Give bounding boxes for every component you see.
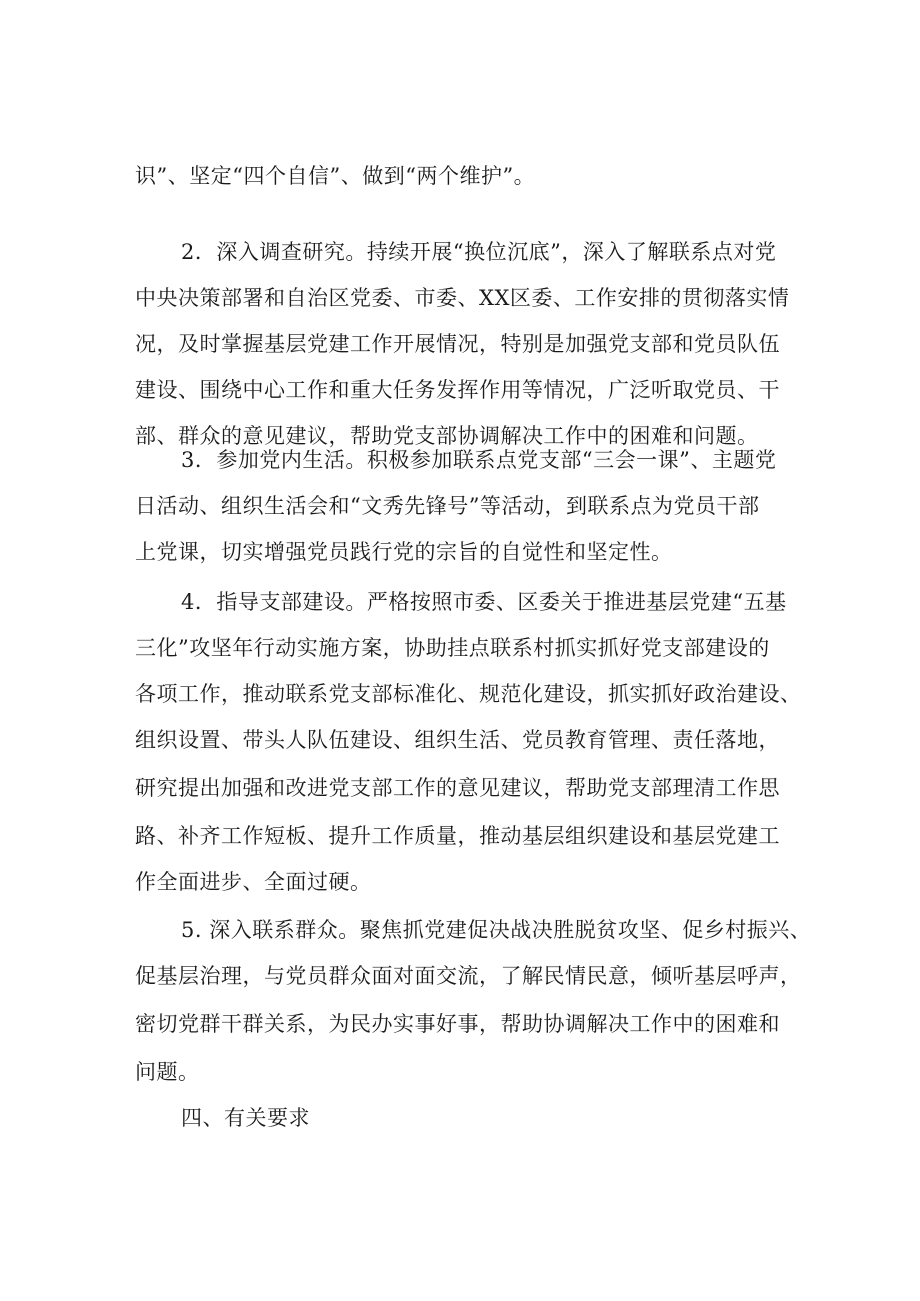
text-line: 3．参加党内生活。积极参加联系点党支部“三会一课”、主题党 [181, 448, 777, 472]
text-line: 况，及时掌握基层党建工作开展情况，特别是加强党支部和党员队伍 [135, 332, 780, 356]
section-heading: 四、有关要求 [181, 1106, 310, 1130]
text-line: 作全面进步、全面过硬。 [135, 870, 372, 894]
text-line: 部、群众的意见建议，帮助党支部协调解决工作中的困难和问题。 [135, 424, 759, 448]
text-line: 中央决策部署和自治区党委、市委、XX区委、工作安排的贯彻落实情 [135, 286, 790, 310]
text-line: 建设、围绕中心工作和重大任务发挥作用等情况，广泛听取党员、干 [135, 378, 780, 402]
text-line: 识”、坚定“四个自信”、做到“两个维护”。 [135, 164, 536, 188]
text-line: 研究提出加强和改进党支部工作的意见建议，帮助党支部理清工作思 [135, 776, 780, 800]
text-line: 4．指导支部建设。严格按照市委、区委关于推进基层党建“五基 [181, 590, 787, 614]
text-line: 组织设置、带头人队伍建设、组织生活、党员教育管理、责任落地， [135, 728, 780, 752]
text-line: 促基层治理，与党员群众面对面交流，了解民情民意，倾听基层呼声， [135, 964, 802, 988]
text-line: 各项工作，推动联系党支部标准化、规范化建设，抓实抓好政治建设、 [135, 682, 802, 706]
text-line: 上党课，切实增强党员践行党的宗旨的自觉性和坚定性。 [135, 540, 673, 564]
text-line: 2．深入调查研究。持续开展“换位沉底”，深入了解联系点对党 [181, 240, 777, 264]
text-line: 密切党群干群关系，为民办实事好事，帮助协调解决工作中的困难和 [135, 1012, 780, 1036]
text-line: 问题。 [135, 1060, 200, 1084]
text-line: 三化”攻坚年行动实施方案，协助挂点联系村抓实抓好党支部建设的 [135, 636, 770, 660]
text-line: 日活动、组织生活会和“文秀先锋号”等活动，到联系点为党员干部 [135, 494, 760, 518]
text-line: 路、补齐工作短板、提升工作质量，推动基层组织建设和基层党建工 [135, 824, 780, 848]
text-line: 5. 深入联系群众。聚焦抓党建促决战决胜脱贫攻坚、促乡村振兴、 [181, 918, 812, 942]
